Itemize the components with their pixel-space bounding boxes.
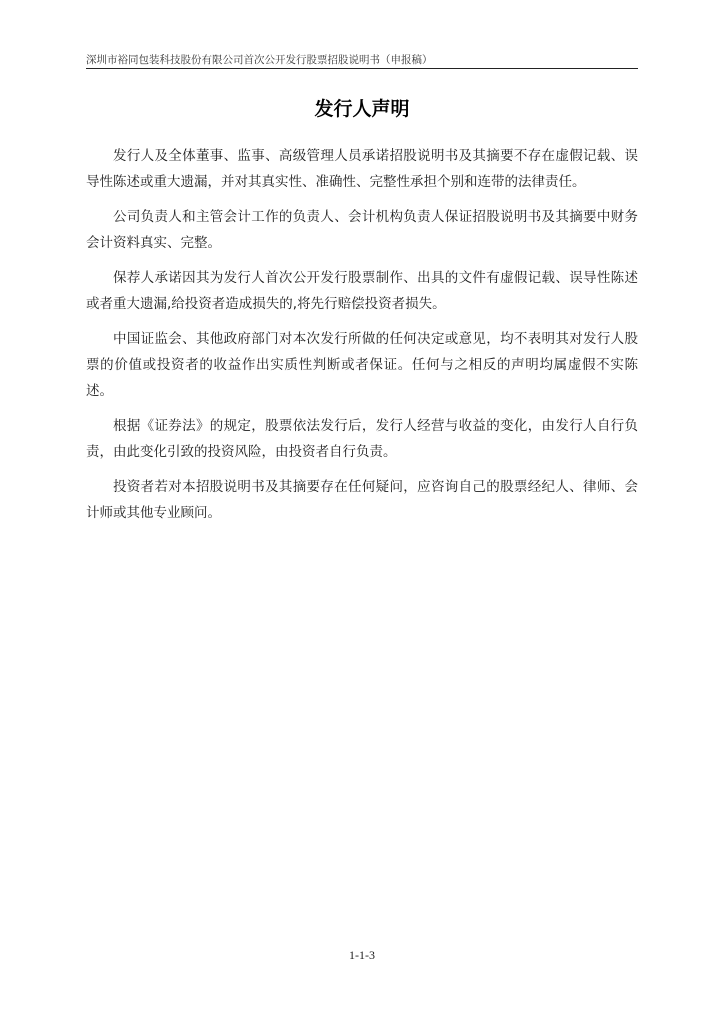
statement-body (86, 143, 638, 535)
paragraph-3: 保荐人承诺因其为发行人首次公开发行股票制作、出具的文件有虚假记载、误导性陈述或者重大遗漏,给投资者造成损失的,将先行赔偿投资者损失。 (86, 270, 638, 312)
running-header: 深圳市裕同包装科技股份有限公司首次公开发行股票招股说明书（申报稿） (86, 54, 433, 66)
header-divider (86, 68, 638, 69)
paragraph-1: 发行人及全体董事、监事、高级管理人员承诺招股说明书及其摘要不存在虚假记载、误导性陈述或重大遗漏，并对其真实性、准确性、完整性承担个别和连带的法律责任。 (86, 148, 638, 190)
paragraph-5: 根据《证券法》的规定，股票依法发行后，发行人经营与收益的变化，由发行人自行负责，由此变化引致的投资风险，由投资者自行负责。 (86, 418, 638, 460)
paragraph-4: 中国证监会、其他政府部门对本次发行所做的任何决定或意见，均不表明其对发行人股票的价值或投资者的收益作出实质性判断或者保证。任何与之相反的声明均属虚假不实陈述。 (86, 331, 638, 399)
paragraph-2: 公司负责人和主管会计工作的负责人、会计机构负责人保证招股说明书及其摘要中财务会计资料真实、完整。 (86, 209, 638, 251)
paragraph-6: 投资者若对本招股说明书及其摘要存在任何疑问，应咨询自己的股票经纪人、律师、会计师或其他专业顾问。 (86, 479, 638, 521)
page-number: 1-1-3 (349, 948, 375, 962)
page-title: 发行人声明 (314, 98, 410, 120)
